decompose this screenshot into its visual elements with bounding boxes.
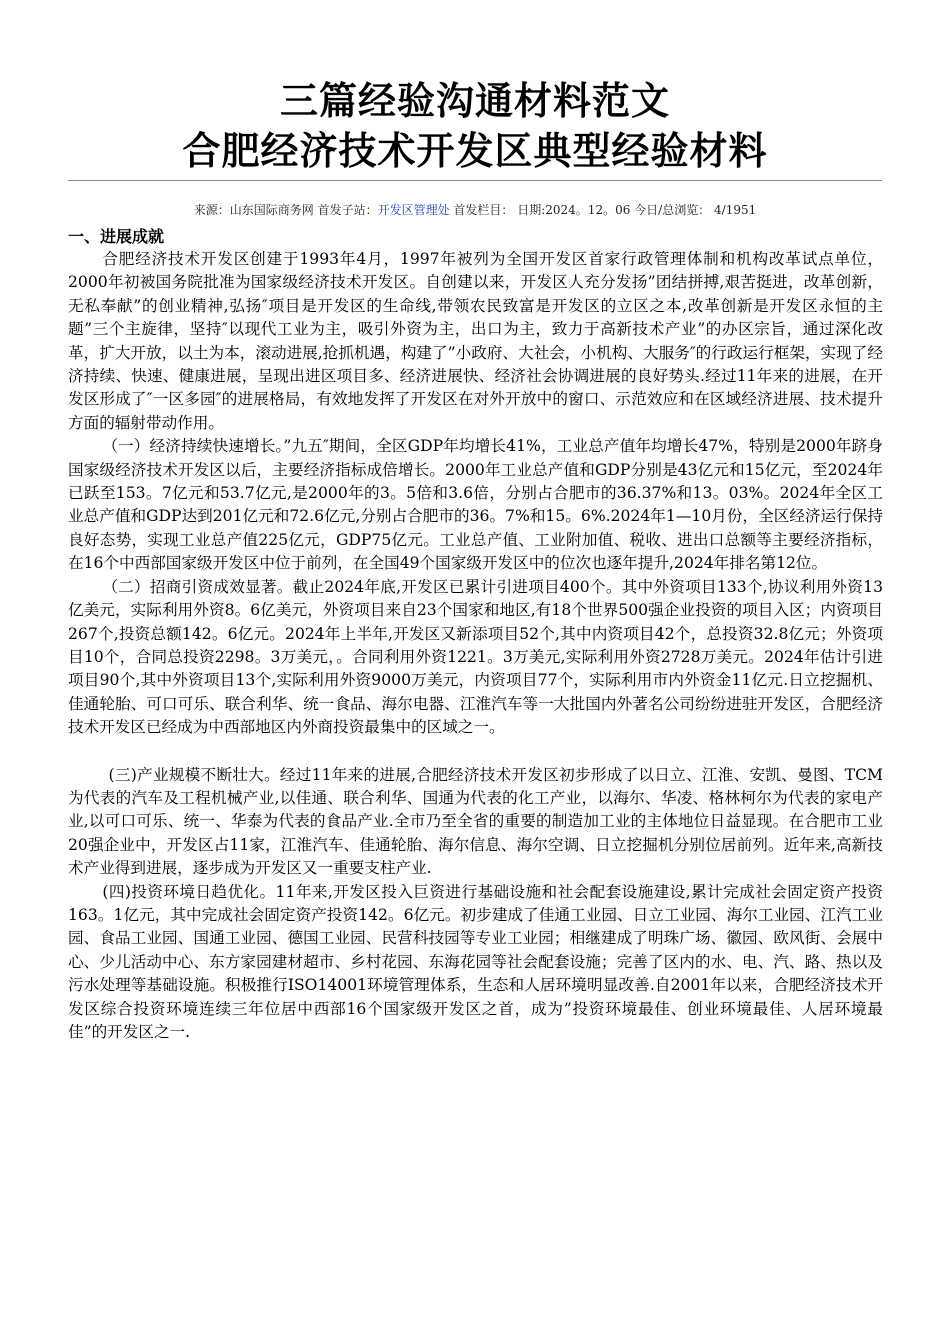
paragraph-environment: (四)投资环境日趋优化。11年来,开发区投入巨资进行基础设施和社会配套设施建设,累计完成社会固定资产投资163。1亿元，其中完成社会固定资产投资142。6亿元。初步建成了佳通工业园、日立工业园、海尔工业园、江汽工业园、食品工业园、国通工业园、德国工业园、民营科技园等专业工业园；相继建成了明珠广场、徽园、欧风街、会展中心、少儿活动中心、东方家园建材超市、乡村花园、东海花园等社会配套设施；完善了区内的水、电、汽、路、热以及污水处理等基础设施。积极推行ISO14001环境管理体系，生态和人居环境明显改善.自2001年以来，合肥经济技术开发区综合投资环境连续三年位居中西部16个国家级开发区之首，成为”投资环境最佳、创业环境最佳、人居环境最佳”的开发区之一. <box>68 882 884 1041</box>
meta-source: 来源：山东国际商务网 首发子站： <box>193 203 378 217</box>
source-meta-line <box>0 202 950 218</box>
meta-substation-link[interactable]: 开发区管理处 <box>377 203 450 217</box>
document-title-line2: 合肥经济技术开发区典型经验材料 <box>182 129 768 173</box>
paragraph-intro: 合肥经济技术开发区创建于1993年4月，1997年被列为全国开发区首家行政管理体制和机构改革试点单位，2000年初被国务院批准为国家级经济技术开发区。自创建以来，开发区人充分发扬”团结拼搏,艰苦挺进，改革创新，无私奉献”的创业精神,弘扬″项目是开发区的生命线,带领农民致富是开发区的立区之本,改革创新是开发区永恒的主题”三个主旋律，坚持″以现代工业为主，吸引外资为主，出口为主，致力于高新技术产业”的办区宗旨，通过深化改革，扩大开放，以土为本，滚动进展,抢抓机遇，构建了”小政府、大社会，小机构、大服务″的行政运行框架，实现了经济持续、快速、健康进展，呈现出进区项目多、经济进展快、经济社会协调进展的良好势头.经过11年来的进展，在开发区形成了″一区多园″的进展格局，有效地发挥了开发区在对外开放中的窗口、示范效应和在区域经济进展、技术提升方面的辐射带动作用。 <box>68 250 883 432</box>
document-body <box>68 248 883 1044</box>
title-divider <box>68 180 882 181</box>
meta-rest: 首发栏目： 日期:2024。12。06 今日/总浏览： 4/1951 <box>449 203 757 217</box>
paragraph-economy-growth: （一）经济持续快速增长。”九五″期间，全区GDP年均增长41%，工业总产值年均增长47%，特别是2000年跻身国家级经济技术开发区以后，主要经济指标成倍增长。2000年工业总产值和GDP分别是43亿元和15亿元，至2024年已跃至153。7亿元和53.7亿元,是2000年的3。5倍和3.6倍，分别占合肥市的36.37%和13。03%。2024年全区工业总产值和GDP达到201亿元和72.6亿元,分别占合肥市的36。7%和15。6%.2024年1—10月份，全区经济运行保持良好态势，实现工业总产值225亿元，GDP75亿元。工业总产值、工业附加值、税收、进出口总额等主要经济指标，在16个中西部国家级开发区中位于前列，在全国49个国家级开发区中的位次也逐年提升,2024年排名第12位。 <box>68 437 883 573</box>
document-title-line1: 三篇经验沟通材料范文 <box>279 79 670 123</box>
paragraph-investment: （二）招商引资成效显著。截止2024年底,开发区已累计引进项目400个。其中外资项目133个,协议利用外资13亿美元，实际利用外资8。6亿美元，外资项目来自23个国家和地区,有18个世界500强企业投资的项目入区；内资项目267个,投资总额142。6亿元。2024年上半年,开发区又新添项目52个,其中内资项目42个，总投资32.8亿元；外资项目10个，合同总投资2298。3万美元，。合同利用外资1221。3万美元,实际利用外资2728万美元。2024年估计引进项目90个,其中外资项目13个,实际利用外资9000万美元，内资项目77个，实际利用市内外资金11亿元.日立挖掘机、佳通轮胎、可口可乐、联合利华、统一食品、海尔电器、江淮汽车等一大批国内外著名公司纷纷进驻开发区，合肥经济技术开发区已经成为中西部地区内外商投资最集中的区域之一。 <box>68 577 884 737</box>
section-heading: 一、进展成就 <box>68 227 165 246</box>
paragraph-industry-scale: (三)产业规模不断壮大。经过11年来的进展,合肥经济技术开发区初步形成了以日立、江淮、安凯、曼图、TCM为代表的汽车及工程机械产业,以佳通、联合利华、国通为代表的化工产业，以海尔、华凌、格林柯尔为代表的家电产业,以可口可乐、统一、华泰为代表的食品产业.全市乃至全省的重要的制造加工业的主体地位日益显现。在合肥市工业20强企业中，开发区占11家，江淮汽车、佳通轮胎、海尔信息、海尔空调、日立挖掘机分别位居前列。近年来,高新技术产业得到进展，逐步成为开发区又一重要支柱产业. <box>68 765 883 878</box>
